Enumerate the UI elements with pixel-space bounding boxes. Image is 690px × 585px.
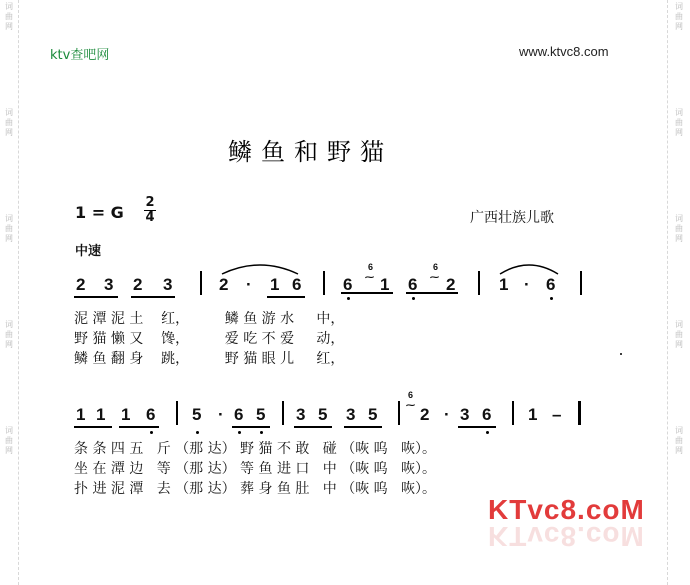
note: 2 xyxy=(446,275,456,294)
bar-line xyxy=(512,401,514,425)
note: 5 xyxy=(318,405,328,424)
ktvc8-logo-reflection: KTvc8.coM xyxy=(488,521,645,552)
beam xyxy=(341,292,393,294)
note: 1 xyxy=(499,275,509,294)
note: · xyxy=(524,275,530,294)
note: 6 xyxy=(146,405,156,424)
right-margin-rule xyxy=(667,0,668,585)
lyric-verse-2: 坐 在 潭 边 等 （那 达） 等 鱼 进 口 中 （咴 呜 咴）。 xyxy=(74,461,437,477)
note: 6 xyxy=(408,275,418,294)
note: 1 xyxy=(121,405,131,424)
note: · xyxy=(246,275,252,294)
lyric-verse-2: 野 猫 懒 又 馋， 爱 吃 不 爱 动， xyxy=(74,331,345,347)
note: 1 xyxy=(96,405,106,424)
note: 3 xyxy=(346,405,356,424)
meter-bottom: 4 xyxy=(145,210,155,225)
beam xyxy=(406,292,458,294)
low-octave-dot xyxy=(238,431,241,434)
bar-line xyxy=(323,271,325,295)
note: · xyxy=(218,405,224,424)
note: 5 xyxy=(368,405,378,424)
slur xyxy=(220,262,300,276)
low-octave-dot xyxy=(150,431,153,434)
note: 6 xyxy=(292,275,302,294)
grace-note: 6 xyxy=(408,390,414,400)
left-margin-marks: 词 曲 网 词 曲 网 词 曲 网 词 曲 网 词 曲 网 xyxy=(5,2,13,455)
note: 3 xyxy=(296,405,306,424)
note: 2 xyxy=(219,275,229,294)
note: 1 xyxy=(380,275,390,294)
low-octave-dot xyxy=(196,431,199,434)
key-signature: 1 = G xyxy=(75,203,124,222)
bar-line xyxy=(282,401,284,425)
grace-note: 6 xyxy=(368,262,374,272)
note: 3 xyxy=(460,405,470,424)
site-name[interactable]: ktv查吧网 xyxy=(50,48,110,63)
beam xyxy=(74,426,112,428)
note: 1 xyxy=(270,275,280,294)
note: · xyxy=(444,405,450,424)
note: 3 xyxy=(104,275,114,294)
lyric-verse-1: 条 条 四 五 斤 （那 达） 野 猫 不 敢 碰 （咴 呜 咴）。 xyxy=(74,441,437,457)
bar-line xyxy=(478,271,480,295)
song-title: 鳞鱼和野猫 xyxy=(228,138,393,166)
right-margin-marks: 词 曲 网 词 曲 网 词 曲 网 词 曲 网 词 曲 网 xyxy=(675,2,683,455)
time-signature xyxy=(144,196,156,225)
slur xyxy=(498,262,560,276)
meter-top: 2 xyxy=(145,195,155,210)
note: 1 xyxy=(76,405,86,424)
bar-line xyxy=(200,271,202,295)
note: 3 xyxy=(163,275,173,294)
lyric-verse-1: 泥 潭 泥 土 红， 鳞 鱼 游 水 中， xyxy=(74,311,345,327)
beam xyxy=(458,426,496,428)
beam xyxy=(119,426,159,428)
grace-mark: ⁓ xyxy=(365,272,374,282)
note: 6 xyxy=(546,275,556,294)
site-url[interactable]: www.ktvc8.com xyxy=(519,44,609,59)
low-octave-dot xyxy=(550,297,553,300)
beam xyxy=(74,296,118,298)
note: 2 xyxy=(133,275,143,294)
grace-mark: ⁓ xyxy=(406,400,415,410)
note: – xyxy=(552,405,562,424)
lyric-verse-3: 扑 进 泥 潭 去 （那 达） 葬 身 鱼 肚 中 （咴 呜 咴）。 xyxy=(74,481,437,497)
note: 6 xyxy=(343,275,353,294)
bar-line xyxy=(580,271,582,295)
beam xyxy=(294,426,332,428)
low-octave-dot xyxy=(260,431,263,434)
bar-line xyxy=(398,401,400,425)
note: 5 xyxy=(256,405,266,424)
stray-dot xyxy=(620,353,622,355)
tempo-marking: 中速 xyxy=(75,244,102,259)
low-octave-dot xyxy=(347,297,350,300)
lyric-verse-3: 鳞 鱼 翻 身 跳， 野 猫 眼 儿 红， xyxy=(74,351,345,367)
grace-mark: ⁓ xyxy=(430,272,439,282)
beam xyxy=(344,426,382,428)
note: 6 xyxy=(482,405,492,424)
note: 5 xyxy=(192,405,202,424)
note: 2 xyxy=(420,405,430,424)
grace-note: 6 xyxy=(433,262,439,272)
final-bar-line xyxy=(578,401,581,425)
bar-line xyxy=(176,401,178,425)
beam xyxy=(232,426,270,428)
song-origin: 广西壮族儿歌 xyxy=(470,210,554,226)
ktvc8-logo: KTvc8.coM xyxy=(488,494,645,525)
low-octave-dot xyxy=(486,431,489,434)
beam xyxy=(267,296,305,298)
note: 2 xyxy=(76,275,86,294)
note: 6 xyxy=(234,405,244,424)
note: 1 xyxy=(528,405,538,424)
left-margin-rule xyxy=(18,0,19,585)
beam xyxy=(131,296,175,298)
low-octave-dot xyxy=(412,297,415,300)
